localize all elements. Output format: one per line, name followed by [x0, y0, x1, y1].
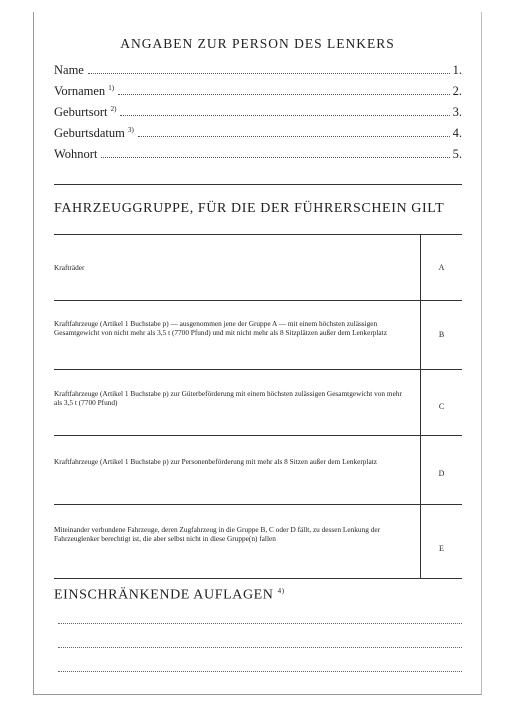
category-d-letter: D [438, 469, 445, 478]
field-vornamen [54, 79, 462, 99]
restriction-line-2 [58, 647, 462, 648]
field-number: 3. [452, 105, 462, 119]
field-number: 4. [452, 126, 462, 140]
fill-dots [88, 73, 450, 74]
table-row-divider [54, 435, 462, 436]
field-wohnort [54, 142, 462, 162]
footnote-mark: 4) [277, 587, 285, 595]
category-b-description: Kraftfahrzeuge (Artikel 1 Buchstabe p) — ausgenommen jene der Gruppe A — mit einem höchsten zulässigen Gesamtgewicht von nicht mehr als 3,5 t (7700 Pfund) und mit nicht mehr als 8 Sitzplätzen außer dem Lenkerplatz [54, 319, 387, 337]
table-bottom-line [54, 578, 462, 579]
fill-dots [118, 94, 450, 95]
form-title: ANGABEN ZUR PERSON DES LENKERS [120, 36, 395, 51]
field-number: 2. [452, 84, 462, 98]
field-label: Wohnort [54, 147, 98, 161]
category-a-letter: A [438, 263, 445, 272]
field-number: 5. [452, 147, 462, 161]
section-title-restrictions: EINSCHRÄNKENDE AUFLAGEN $^{4)}$ [54, 587, 285, 603]
field-geburtsort [54, 100, 462, 120]
section-title-vehicle-groups: FAHRZEUGGRUPPE, FÜR DIE DER FÜHRERSCHEIN GILT [54, 201, 445, 216]
category-e-letter: E [439, 544, 444, 553]
fill-dots [120, 115, 449, 116]
category-c-description: Kraftfahrzeuge (Artikel 1 Buchstabe p) zur Güterbeförderung mit einem höchsten zulässigen Gesamtgewicht von mehr als 3,5 t (7700 Pfund) [54, 389, 402, 407]
category-a-description: Krafträder [54, 263, 85, 272]
table-row-divider [54, 504, 462, 505]
category-d-description: Kraftfahrzeuge (Artikel 1 Buchstabe p) zur Personenbeförderung mit mehr als 8 Sitzen außer dem Lenkerplatz [54, 457, 377, 466]
restriction-line-1 [58, 623, 462, 624]
field-geburtsdatum [54, 121, 462, 141]
category-c-letter: C [438, 402, 445, 411]
footnote-mark: 2) [110, 104, 117, 113]
divider-line [54, 184, 462, 185]
footnote-mark: 3) [127, 125, 134, 134]
restriction-line-3 [58, 671, 462, 672]
field-number: 1. [452, 63, 462, 77]
field-name [54, 58, 462, 78]
table-row-divider [54, 369, 462, 370]
fill-dots [101, 157, 449, 158]
field-label: Geburtsort [54, 105, 108, 119]
field-label: Name [54, 63, 84, 77]
category-b-letter: B [438, 330, 445, 339]
field-label: Vornamen [54, 84, 106, 98]
table-row-divider [54, 300, 462, 301]
category-e-description: Miteinander verbundene Fahrzeuge, deren Zugfahrzeug in die Gruppe B, C oder D fällt, zu dessen Lenkung der Fahrzeuglenker berechtigt ist, die aber selbst nicht in diese Gruppe(n) fallen [54, 525, 381, 543]
field-label: Geburtsdatum [54, 126, 125, 140]
table-top-line [54, 234, 462, 235]
fill-dots [138, 136, 450, 137]
license-form-page [33, 12, 482, 695]
footnote-mark: 1) [108, 83, 115, 92]
